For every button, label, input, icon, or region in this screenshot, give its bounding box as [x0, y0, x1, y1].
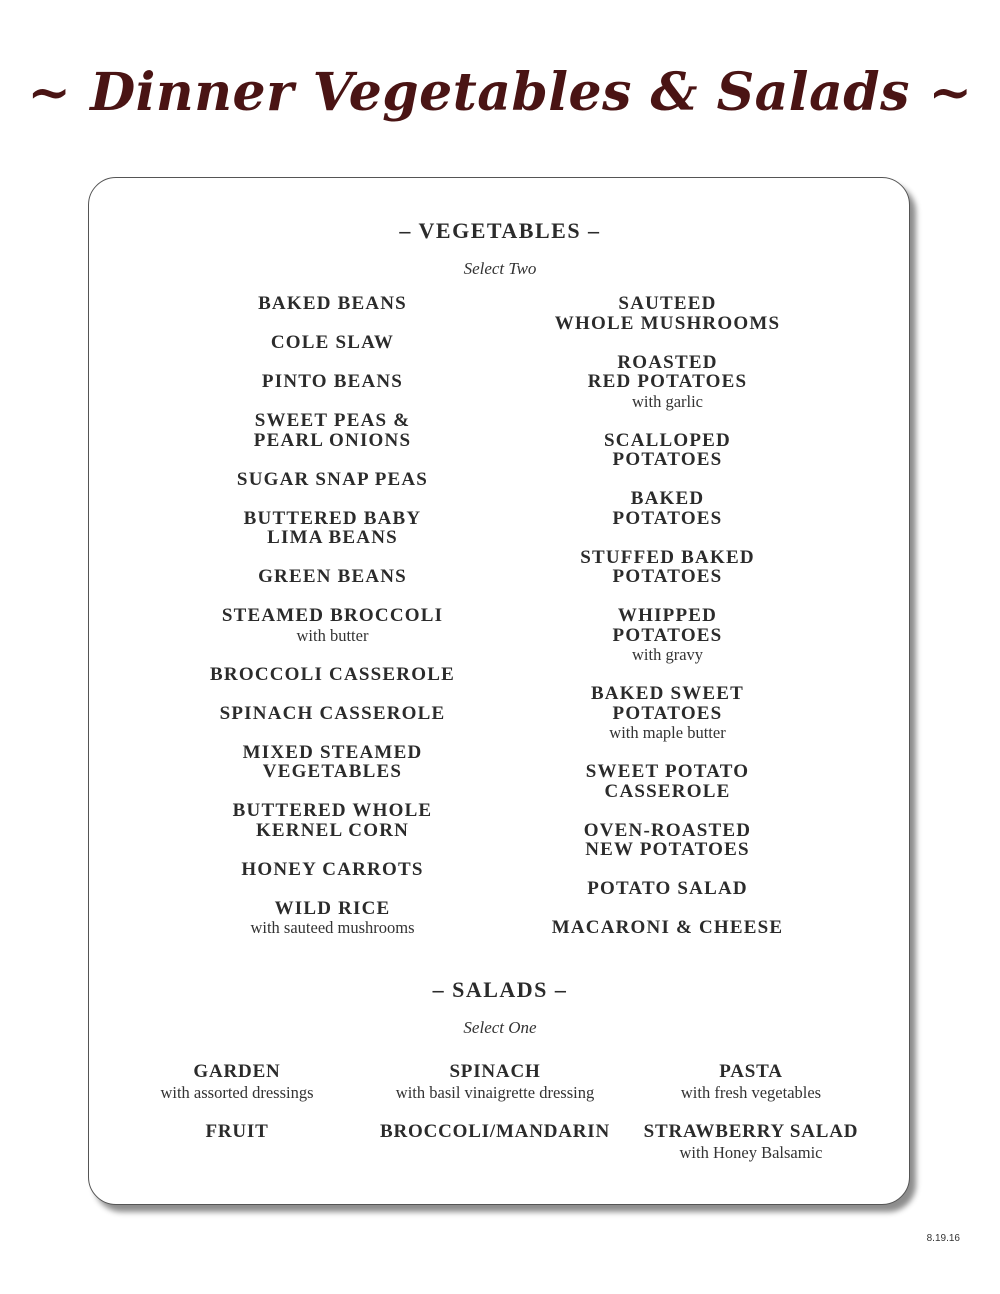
salad-note: with Honey Balsamic: [679, 1143, 823, 1162]
salad-note: with fresh vegetables: [680, 1083, 822, 1102]
salad-name: BROCCOLI/MANDARIN: [380, 1121, 610, 1142]
menu-item: [165, 743, 500, 782]
menu-item: [165, 704, 500, 724]
vegetables-right-column: [500, 294, 835, 957]
item-name: BUTTERED BABY LIMA BEANS: [243, 507, 422, 548]
item-name: GREEN BEANS: [258, 566, 407, 587]
item-name: BUTTERED WHOLE KERNEL CORN: [232, 800, 433, 841]
menu-item: [165, 665, 500, 685]
menu-item: [165, 899, 500, 938]
item-note: with gravy: [631, 645, 704, 664]
item-name: POTATO SALAD: [587, 878, 748, 899]
menu-item: [165, 470, 500, 490]
menu-item: [500, 431, 835, 470]
item-note: with butter: [296, 625, 369, 645]
menu-item: [165, 801, 500, 840]
salad-item: [355, 1061, 635, 1103]
item-name: ROASTED RED POTATOES: [587, 351, 748, 392]
salads-heading: – SALADS –: [432, 977, 568, 1002]
menu-item: [500, 918, 835, 938]
menu-item: [165, 333, 500, 353]
item-name: COLE SLAW: [270, 332, 395, 353]
menu-item: [500, 548, 835, 587]
vegetables-subheading: Select Two: [463, 259, 537, 278]
item-name: PINTO BEANS: [261, 371, 404, 392]
salad-note: with basil vinaigrette dressing: [395, 1083, 595, 1102]
item-name: MACARONI & CHEESE: [551, 917, 784, 938]
date-code: 8.19.16: [926, 1233, 960, 1244]
item-name: BAKED BEANS: [258, 293, 407, 314]
salad-name: PASTA: [719, 1061, 783, 1082]
menu-item: [500, 879, 835, 899]
menu-item: [165, 411, 500, 450]
menu-item: [500, 762, 835, 801]
menu-item: [500, 353, 835, 412]
item-name: SCALLOPED POTATOES: [604, 429, 731, 470]
item-name: SUGAR SNAP PEAS: [236, 468, 429, 490]
item-note: with maple butter: [609, 723, 726, 742]
salad-note: with assorted dressings: [160, 1083, 314, 1102]
item-name: SWEET POTATO CASSEROLE: [585, 761, 750, 802]
item-name: SWEET PEAS & PEARL ONIONS: [253, 410, 412, 451]
item-name: BAKED POTATOES: [612, 488, 723, 529]
salad-name: STRAWBERRY SALAD: [643, 1121, 859, 1142]
item-note: with garlic: [631, 391, 704, 411]
item-name: SPINACH CASSEROLE: [219, 702, 446, 724]
salad-item: [97, 1061, 377, 1103]
item-name: OVEN-ROASTED NEW POTATOES: [583, 819, 752, 860]
salad-item: [611, 1061, 891, 1103]
item-name: MIXED STEAMED VEGETABLES: [242, 741, 423, 782]
menu-item: [165, 606, 500, 645]
menu-item: [500, 606, 835, 665]
item-name: BAKED SWEET POTATOES: [590, 683, 745, 724]
item-name: SAUTEED WHOLE MUSHROOMS: [554, 293, 781, 334]
menu-item: [165, 860, 500, 880]
item-name: BROCCOLI CASSEROLE: [210, 663, 455, 685]
menu-item: [165, 509, 500, 548]
item-note: with sauteed mushrooms: [250, 918, 415, 937]
menu-item: [165, 567, 500, 587]
item-name: STEAMED BROCCOLI: [221, 605, 444, 626]
item-name: WHIPPED POTATOES: [612, 605, 723, 646]
salad-name: GARDEN: [193, 1061, 281, 1082]
page-title: ~ Dinner Vegetables & Salads ~: [27, 62, 973, 123]
menu-item: [165, 294, 500, 314]
salad-item: [97, 1121, 377, 1142]
menu-item: [165, 372, 500, 392]
item-name: STUFFED BAKED POTATOES: [580, 546, 755, 587]
salad-item: [611, 1121, 891, 1163]
salad-name: SPINACH: [449, 1061, 541, 1082]
vegetables-heading: – VEGETABLES –: [399, 218, 601, 243]
item-name: WILD RICE: [274, 897, 391, 919]
menu-item: [500, 489, 835, 528]
vegetables-left-column: [165, 294, 500, 957]
salad-item: [355, 1121, 635, 1142]
menu-item: [500, 821, 835, 860]
item-name: HONEY CARROTS: [241, 858, 424, 880]
salads-subheading: Select One: [463, 1018, 537, 1037]
menu-item: [500, 294, 835, 333]
salad-name: FRUIT: [205, 1121, 269, 1142]
menu-item: [500, 684, 835, 743]
